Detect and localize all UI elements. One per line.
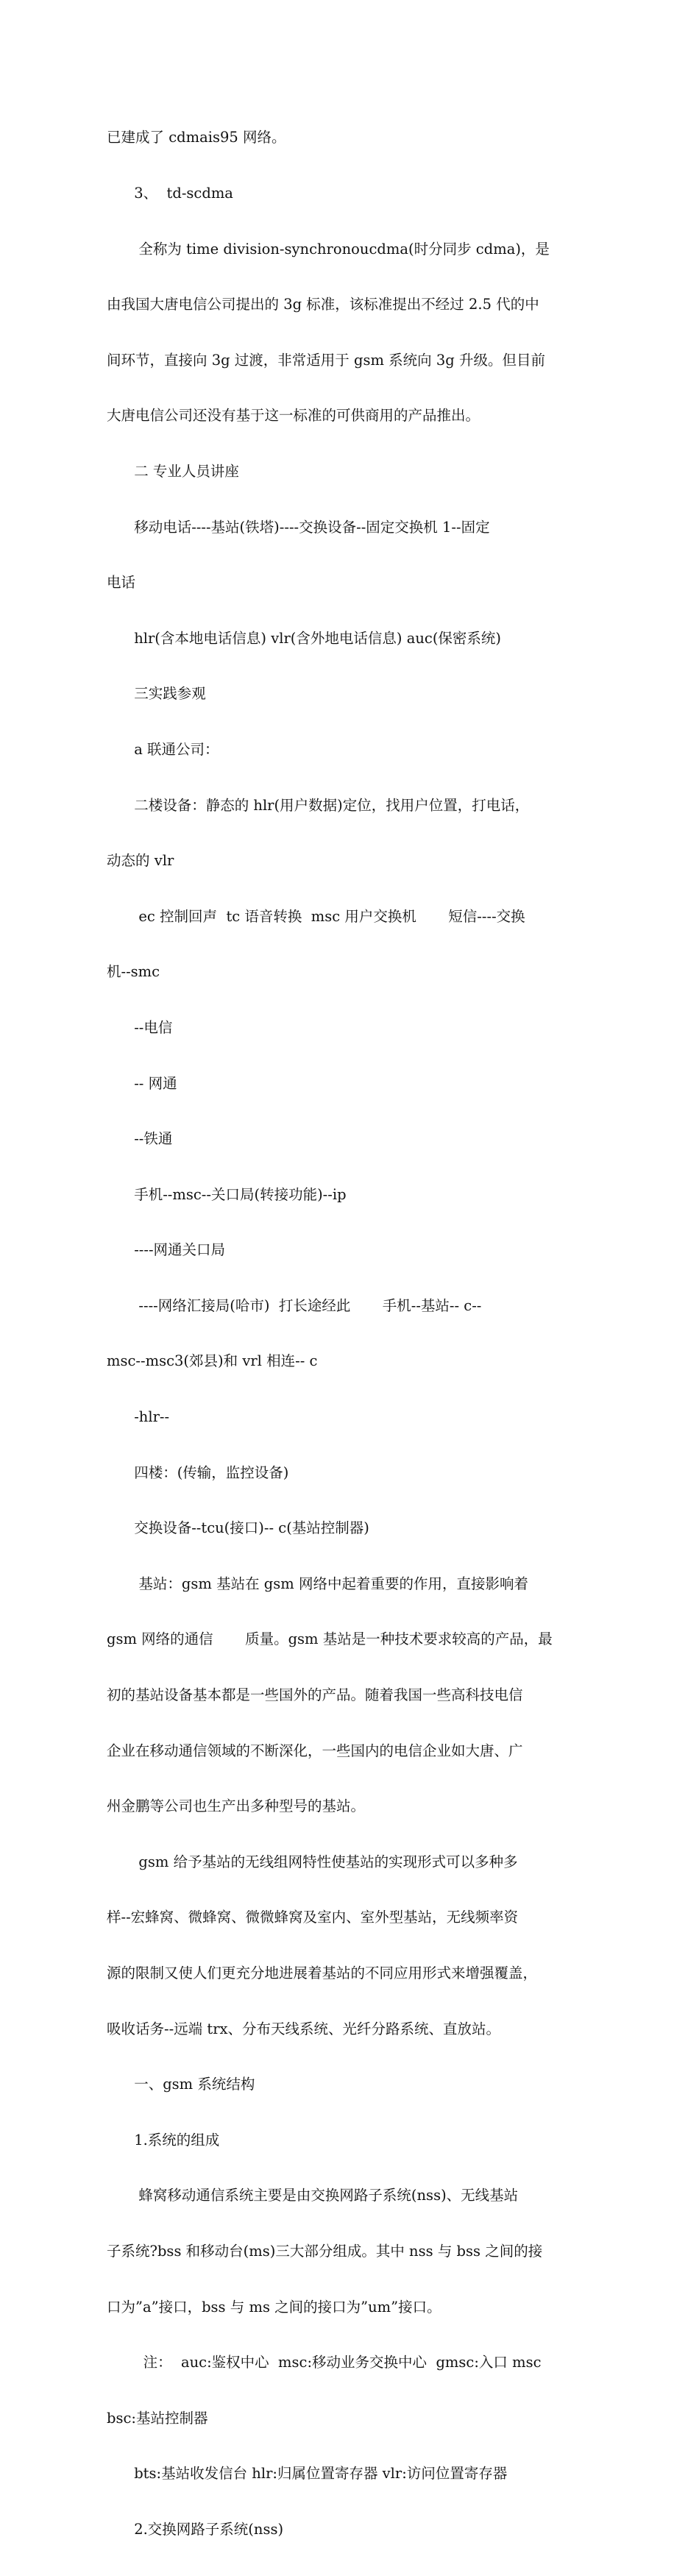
- text-line: 基站：gsm 基站在 gsm 网络中起着重要的作用，直接影响着: [107, 1575, 528, 1592]
- text-line: 注： auc:鉴权中心 msc:移动业务交换中心 gmsc:入口 msc: [107, 2354, 542, 2371]
- text-line: 间环节，直接向 3g 过渡，非常适用于 gsm 系统向 3g 升级。但目前: [107, 351, 545, 369]
- text-line: ec 控制回声 tc 语音转换 msc 用户交换机 短信----交换: [107, 907, 525, 925]
- text-line: 企业在移动通信领域的不断深化，一些国内的电信企业如大唐、广: [107, 1742, 523, 1759]
- text-line: -- 网通: [107, 1074, 177, 1092]
- text-line: 交换设备--tcu(接口)-- c(基站控制器): [107, 1519, 369, 1537]
- text-line: 蜂窝移动通信系统主要是由交换网路子系统(nss)、无线基站: [107, 2187, 519, 2204]
- text-line: 样--宏蜂窝、微蜂窝、微微蜂窝及室内、室外型基站，无线频率资: [107, 1909, 519, 1926]
- text-line: gsm 网络的通信 质量。gsm 基站是一种技术要求较高的产品，最: [107, 1631, 553, 1648]
- text-line: -hlr--: [107, 1408, 170, 1426]
- text-line: 一、gsm 系统结构: [107, 2076, 255, 2093]
- text-line: --铁通: [107, 1130, 173, 1148]
- text-line: 移动电话----基站(铁塔)----交换设备--固定交换机 1--固定: [107, 518, 490, 536]
- text-line: hlr(含本地电话信息) vlr(含外地电话信息) auc(保密系统): [107, 629, 502, 647]
- text-line: 电话: [107, 574, 136, 592]
- text-line: 子系统?bss 和移动台(ms)三大部分组成。其中 nss 与 bss 之间的接: [107, 2242, 543, 2260]
- text-line: a 联通公司：: [107, 740, 219, 758]
- text-line: --电信: [107, 1018, 173, 1036]
- text-line: 州金鹏等公司也生产出多种型号的基站。: [107, 1798, 366, 1815]
- text-line: bts:基站收发信台 hlr:归属位置寄存器 vlr:访问位置寄存器: [107, 2465, 508, 2483]
- text-line: 已建成了 cdmais95 网络。: [107, 129, 286, 146]
- text-line: ----网络汇接局(哈市) 打长途经此 手机--基站-- c--: [107, 1296, 482, 1314]
- text-line: gsm 给予基站的无线组网特性使基站的实现形式可以多种多: [107, 1853, 518, 1870]
- text-line: 初的基站设备基本都是一些国外的产品。随着我国一些高科技电信: [107, 1686, 523, 1704]
- text-line: 吸收话务--远端 trx、分布天线系统、光纤分路系统、直放站。: [107, 2020, 501, 2037]
- text-line: 三实践参观: [107, 685, 206, 703]
- text-line: msc--msc3(郊县)和 vrl 相连-- c: [107, 1352, 318, 1370]
- text-line: 动态的 vlr: [107, 852, 174, 870]
- text-line: 由我国大唐电信公司提出的 3g 标准，该标准提出不经过 2.5 代的中: [107, 296, 539, 313]
- document-body: [107, 91, 600, 2576]
- text-line: 1.系统的组成: [107, 2131, 220, 2149]
- text-line: bsc:基站控制器: [107, 2409, 208, 2427]
- text-line: 机--smc: [107, 963, 160, 981]
- text-line: 2.交换网路子系统(nss): [107, 2520, 284, 2538]
- text-line: 二 专业人员讲座: [107, 462, 239, 480]
- text-line: 手机--msc--关口局(转接功能)--ip: [107, 1185, 347, 1203]
- text-line: 口为”a”接口，bss 与 ms 之间的接口为”um”接口。: [107, 2298, 441, 2316]
- text-line: 四楼：(传输，监控设备): [107, 1463, 289, 1481]
- text-line: 全称为 time division-synchronoucdma(时分同步 cdma)，是: [107, 240, 550, 258]
- text-line: ----网通关口局: [107, 1241, 226, 1259]
- text-line: 源的限制又使人们更充分地进展着基站的不同应用形式来增强覆盖，: [107, 1965, 538, 1981]
- text-line: 二楼设备：静态的 hlr(用户数据)定位，找用户位置，打电话，: [107, 796, 530, 814]
- text-line: 3、 td-scdma: [107, 185, 233, 202]
- text-line: 大唐电信公司还没有基于这一标准的可供商用的产品推出。: [107, 407, 480, 425]
